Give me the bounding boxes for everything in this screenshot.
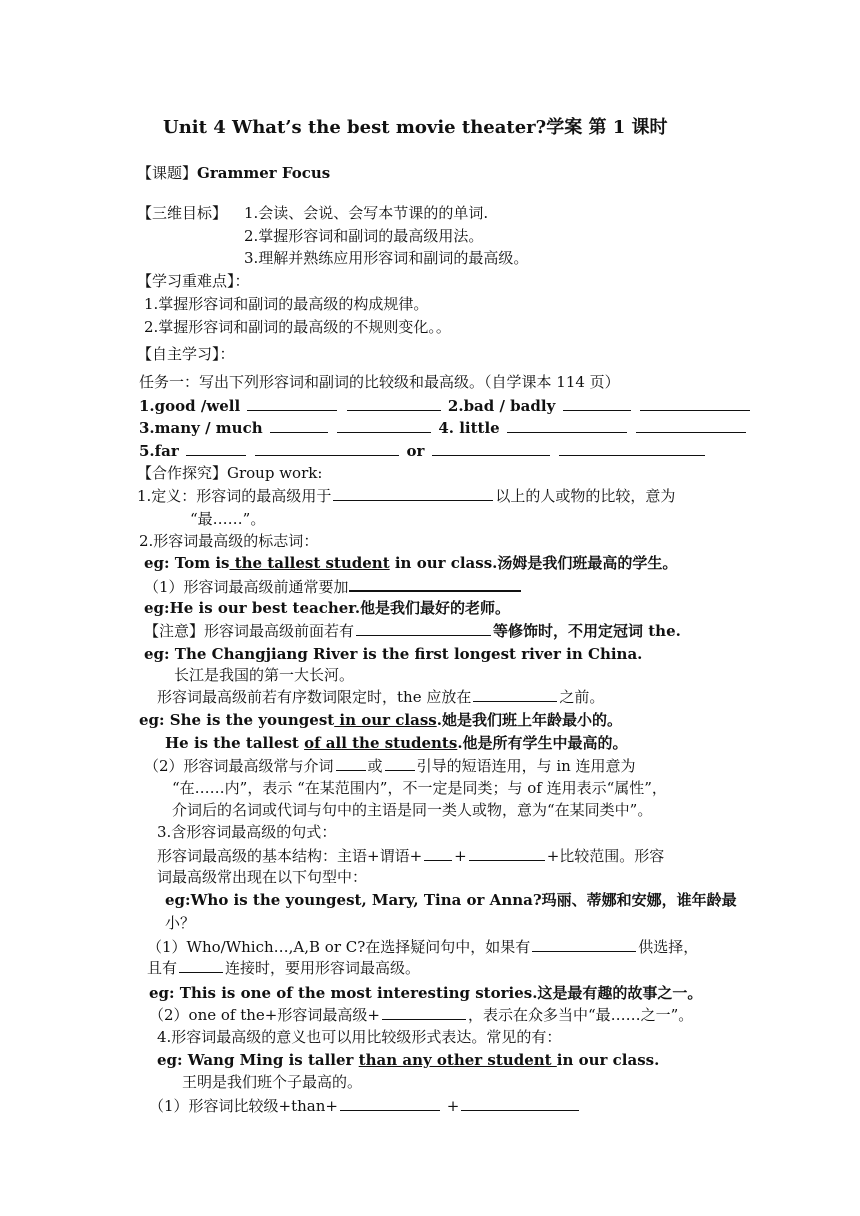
exercise-word: 4. little	[438, 419, 500, 437]
task-one: 任务一：写出下列形容词和副词的比较级和最高级。（自学课本 114 页）	[139, 373, 620, 391]
structure-text: +	[454, 847, 467, 865]
key-points-label: 【学习重难点】：	[137, 272, 250, 290]
answer-blank[interactable]	[247, 396, 337, 411]
point-two-line: 介词后的名词或代词与句中的主语是同一类人或物，意为“在某同类中”。	[172, 801, 653, 819]
ordinal-rule	[157, 687, 604, 707]
exercise-word: 5.far	[139, 442, 179, 460]
comparative-pattern	[149, 1096, 581, 1116]
answer-blank[interactable]	[255, 441, 399, 456]
answer-blank[interactable]	[559, 441, 705, 456]
example-text: eg: Tom is	[144, 554, 230, 572]
section-three-heading: 3.含形容词最高级的句式：	[157, 823, 337, 841]
note-line	[144, 621, 681, 641]
section-four-heading: 4.形容词最高级的意义也可以用比较级形式表达。常见的有：	[157, 1028, 562, 1046]
point-one	[144, 576, 521, 597]
goal-item: 3.理解并熟练应用形容词和副词的最高级。	[244, 249, 529, 267]
example-text: .她是我们班上年龄最小的。	[436, 711, 622, 729]
point-text: 或	[367, 757, 383, 775]
pattern-text: 供选择，	[638, 938, 699, 956]
example-sentence	[157, 1050, 659, 1070]
example-translation: 王明是我们班个子最高的。	[182, 1073, 363, 1091]
point-text: （2）形容词最高级常与介词	[144, 757, 334, 775]
answer-blank[interactable]	[340, 1096, 440, 1111]
answer-blank[interactable]	[424, 846, 452, 861]
rule-text: 形容词最高级前若有序数词限定时，the 应放在	[157, 688, 472, 706]
underlined-phrase: the tallest student	[229, 554, 390, 572]
example-text: eg: Wang Ming is taller	[157, 1051, 359, 1069]
key-point-item: 2.掌握形容词和副词的最高级的不规则变化。。	[144, 318, 451, 336]
structure-line: 词最高级常出现在以下句型中：	[157, 868, 368, 886]
exercise-row-1	[139, 396, 752, 416]
definition-line	[137, 486, 675, 506]
question-pattern-two	[149, 1005, 693, 1025]
example-sentence: eg:Who is the youngest, Mary, Tina or Anna?玛丽、蒂娜和安娜，谁年龄最	[165, 891, 737, 909]
question-pattern-one	[147, 937, 698, 957]
topic-label: 【课题】	[137, 164, 198, 182]
marker-heading: 2.形容词最高级的标志词：	[139, 532, 319, 550]
answer-blank[interactable]	[507, 418, 627, 433]
answer-blank[interactable]	[469, 846, 545, 861]
pattern-text: ，表示在众多当中“最……之一”。	[467, 1006, 694, 1024]
answer-blank[interactable]	[640, 396, 750, 411]
exercise-word: 2.bad / badly	[447, 397, 556, 415]
key-point-item: 1.掌握形容词和副词的最高级的构成规律。	[144, 295, 429, 313]
example-text: eg: She is the youngest	[139, 711, 335, 729]
underlined-phrase: of all the students	[304, 734, 458, 752]
example-sentence: eg: This is one of the most interesting stories.这是最有趣的故事之一。	[149, 984, 703, 1002]
goals-label: 【三维目标】	[137, 204, 228, 222]
answer-blank[interactable]	[333, 486, 493, 501]
goal-item: 1.会读、会说、会写本节课的的单词.	[244, 204, 489, 222]
underlined-phrase: in our class	[334, 711, 437, 729]
structure-line	[157, 846, 664, 866]
example-text: .他是所有学生中最高的。	[457, 734, 628, 752]
answer-blank[interactable]	[563, 396, 631, 411]
example-translation: 长江是我国的第一大长河。	[174, 666, 355, 684]
exercise-row-2	[139, 418, 748, 438]
pattern-text: 且有	[147, 959, 178, 977]
answer-blank[interactable]	[356, 621, 491, 636]
answer-blank[interactable]	[382, 1005, 466, 1020]
answer-blank[interactable]	[347, 396, 441, 411]
definition-text: 1.定义：形容词的最高级用于	[137, 487, 332, 505]
topic-line	[137, 163, 330, 183]
answer-blank[interactable]	[636, 418, 746, 433]
answer-blank[interactable]	[336, 756, 366, 771]
example-text: in our class.汤姆是我们班最高的学生。	[389, 554, 678, 572]
note-text: 【注意】形容词最高级前面若有	[144, 622, 355, 640]
goal-item: 2.掌握形容词和副词的最高级用法。	[244, 227, 484, 245]
group-work-label: 【合作探究】Group work:	[137, 464, 323, 482]
answer-blank[interactable]	[179, 958, 223, 973]
answer-blank[interactable]	[337, 418, 431, 433]
topic-value: Grammer Focus	[197, 164, 331, 182]
pattern-text: （1）Who/Which…,A,B or C?在选择疑问句中，如果有	[147, 938, 531, 956]
pattern-text: +	[446, 1097, 460, 1115]
example-sentence: eg: The Changjiang River is the first longest river in China.	[144, 645, 643, 663]
self-study-label: 【自主学习】：	[137, 345, 235, 363]
answer-blank[interactable]	[532, 937, 636, 952]
answer-blank[interactable]	[473, 687, 557, 702]
exercise-or: or	[406, 442, 425, 460]
answer-blank[interactable]	[385, 756, 415, 771]
question-pattern-one-cont	[147, 958, 420, 978]
note-text: 等修饰时，不用定冠词 the.	[493, 622, 681, 640]
pattern-text: 连接时，要用形容词最高级。	[225, 959, 421, 977]
answer-blank[interactable]	[461, 1096, 579, 1111]
structure-text: 形容词最高级的基本结构：主语+谓语+	[157, 847, 423, 865]
exercise-word: 3.many / much	[139, 419, 263, 437]
example-sentence: eg:He is our best teacher.他是我们最好的老师。	[144, 599, 511, 617]
exercise-word: 1.good /well	[139, 397, 241, 415]
answer-blank[interactable]	[186, 441, 246, 456]
definition-meaning: “最……”。	[190, 510, 266, 528]
point-text: （1）形容词最高级前通常要加	[144, 578, 349, 596]
example-sentence-cont: 小？	[165, 914, 196, 932]
underlined-phrase: than any other student	[358, 1051, 557, 1069]
example-sentence	[165, 733, 628, 753]
example-sentence	[144, 553, 677, 573]
exercise-row-3	[139, 441, 707, 461]
pattern-text: （2）one of the+形容词最高级+	[149, 1006, 380, 1024]
example-text: He is the tallest	[165, 734, 305, 752]
answer-blank[interactable]	[270, 418, 328, 433]
structure-text: +比较范围。形容	[546, 847, 665, 865]
definition-text: 以上的人或物的比较，意为	[495, 487, 676, 505]
answer-blank[interactable]	[349, 576, 521, 592]
point-text: 引导的短语连用，与 in 连用意为	[416, 757, 636, 775]
page-title: Unit 4 What’s the best movie theater?学案 第 1 课时	[163, 117, 668, 138]
pattern-text: （1）形容词比较级+than+	[149, 1097, 338, 1115]
example-text: in our class.	[556, 1051, 660, 1069]
example-sentence	[139, 710, 622, 730]
point-two	[144, 756, 636, 776]
answer-blank[interactable]	[432, 441, 550, 456]
point-two-line: “在……内”，表示 “在某范围内”，不一定是同类；与 of 连用表示“属性”，	[172, 779, 667, 797]
rule-text: 之前。	[559, 688, 605, 706]
